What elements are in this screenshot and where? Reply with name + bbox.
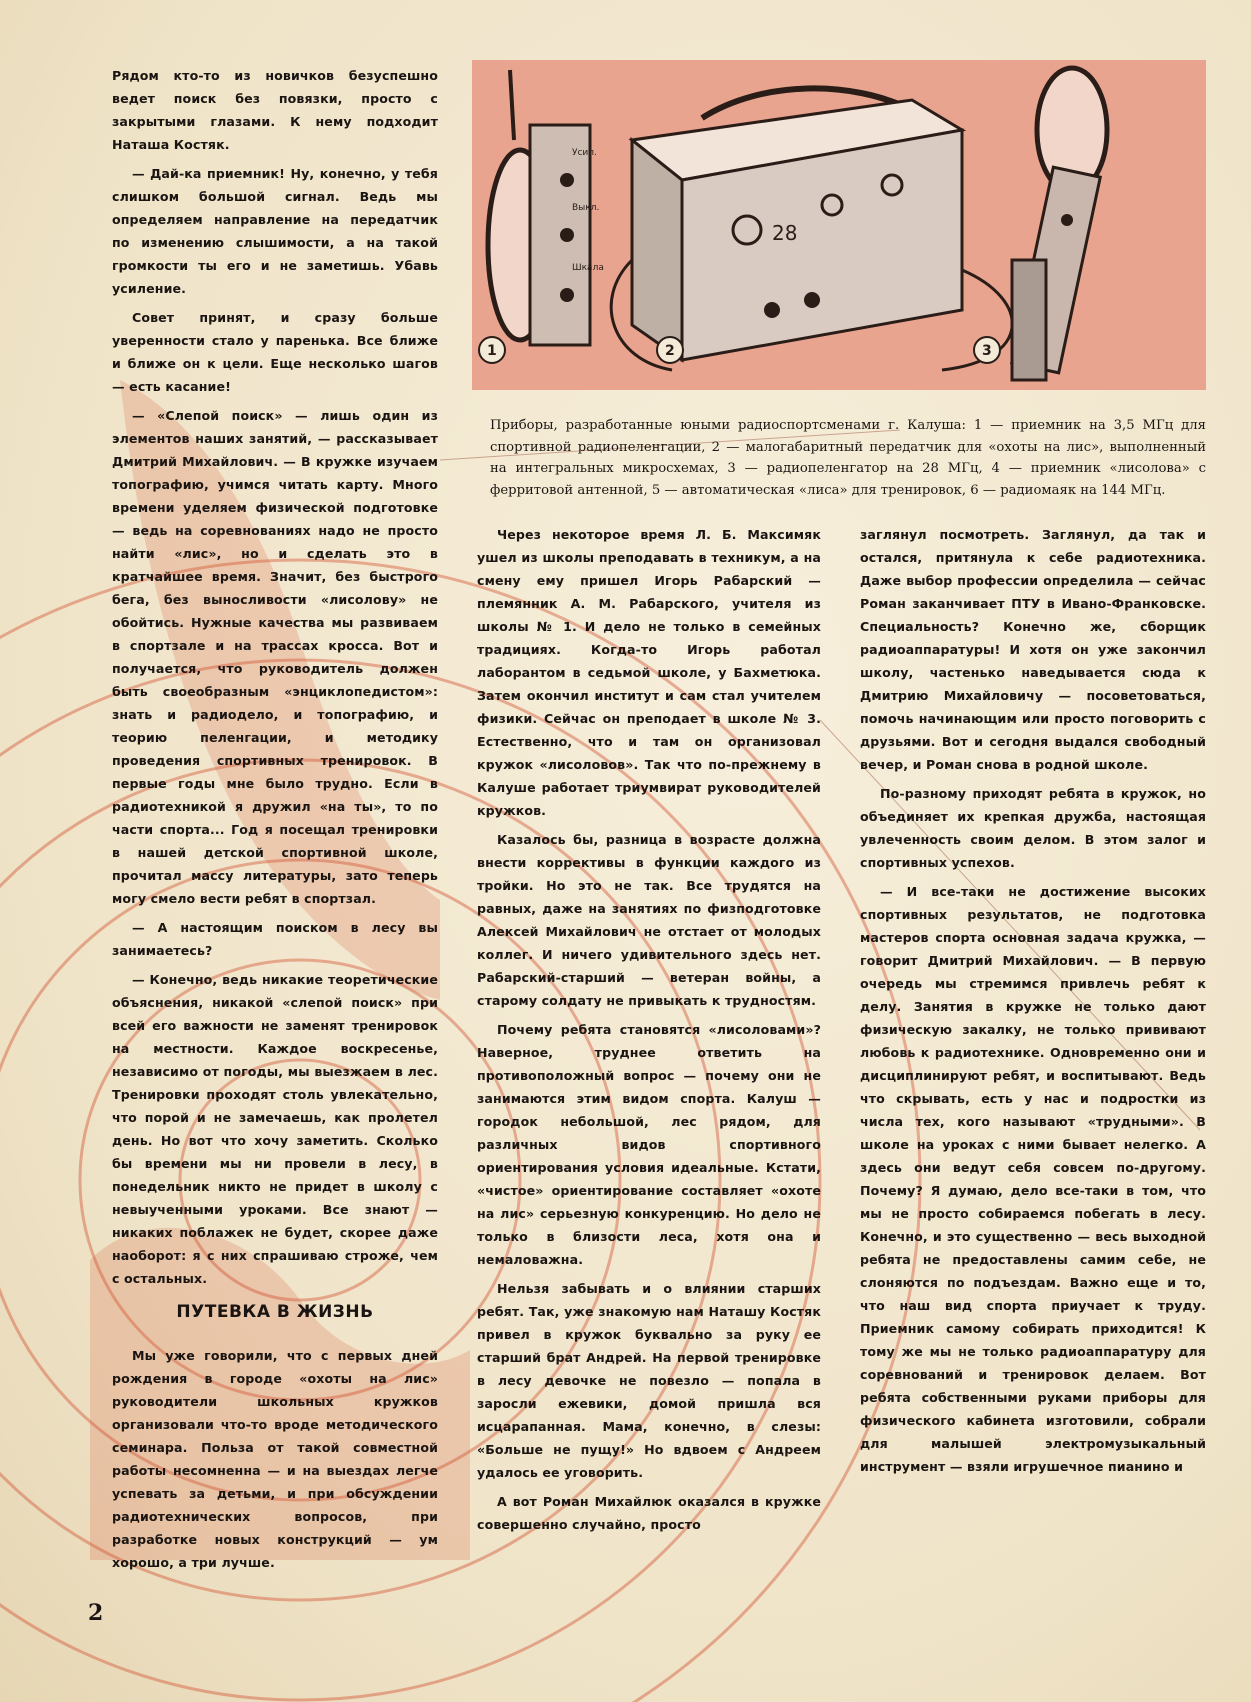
paragraph: — А настоящим поиском в лесу вы занимаетесь? bbox=[112, 920, 438, 958]
device1-label-2: Выкл. bbox=[572, 203, 600, 213]
paragraph: Мы уже говорили, что с первых дней рождения в городе «охоты на лис» руководители школьных кружков организовали что-то вроде методического семинара. Польза от такой совместной работы несомненна — и на выездах легче успевать за детьми, и при обсуждении радиотехнических вопросов, при разработке новых конструкций — ум хорошо, а три лучше. bbox=[112, 1348, 438, 1570]
paragraph: Через некоторое время Л. Б. Максимяк ушел из школы преподавать в техникум, а на смену ему пришел Игорь Рабарский — племянник А. М. Рабарского, учителя из школы № 1. И дело не только в семейных традициях. Когда-то Игорь работал лаборантом в седьмой школе, у Бахметюка. Затем окончил институт и сам стал учителем физики. Сейчас он преподает в школе № 3. Естественно, что и там он организовал кружок «лисоловов». Так что по-прежнему в Калуше работает триумвират руководителей кружков. bbox=[477, 527, 821, 818]
device1-label-3: Шкала bbox=[572, 263, 604, 273]
paragraph: заглянул посмотреть. Заглянул, да так и остался, притянула к себе радиотехника. Даже выбор профессии определила — сейчас Роман заканчивает ПТУ в Ивано-Франковске. Специальность? Конечно же, сборщик радиоаппаратуры! И хотя он уже закончил школу, частенько наведывается сюда к Дмитрию Михайловичу — посоветоваться, помочь начинающим или просто поговорить с друзьями. Вот и сегодня выдался свободный вечер, и Роман снова в родной школе. bbox=[860, 527, 1206, 772]
figure-label-3: 3 bbox=[982, 343, 992, 359]
right-column bbox=[860, 523, 1206, 1484]
figure-label-2: 2 bbox=[665, 343, 675, 359]
paragraph: — Конечно, ведь никакие теоретические объяснения, никакой «слепой поиск» при всей его важности не заменят тренировок на местности. Каждое воскресенье, независимо от погоды, мы выезжаем в лес. Тренировки проходят столь увлекательно, что порой и не замечаешь, как пролетел день. Но вот что хочу заметить. Сколько бы времени мы ни провели в лесу, в понедельник никто не придет в школу с невыученными уроками. Все знают — никаких поблажек не будет, скорее даже наоборот: я с них спрашиваю строже, чем с остальных. bbox=[112, 972, 438, 1286]
left-column bbox=[112, 64, 438, 1296]
paragraph: Нельзя забывать и о влиянии старших ребят. Так, уже знакомую нам Наташу Костяк привел в кружок буквально за руку ее старший брат Андрей. На первой тренировке в лесу девочке не повезло — попала в заросли ежевики, домой пришла вся исцарапанная. Мама, конечно, в слезы: «Больше не пущу!» Но вдвоем с Андреем удалось ее уговорить. bbox=[477, 1281, 821, 1480]
figure-label-1: 1 bbox=[487, 343, 497, 359]
paragraph: А вот Роман Михайлюк оказался в кружке совершенно случайно, просто bbox=[477, 1494, 821, 1532]
page-number: 2 bbox=[88, 1600, 104, 1626]
paragraph: По-разному приходят ребята в кружок, но объединяет их крепкая дружба, настоящая увлеченность своим делом. В этом залог и спортивных успехов. bbox=[860, 786, 1206, 870]
paragraph: — И все-таки не достижение высоких спортивных результатов, не подготовка мастеров спорта основная задача кружка, — говорит Дмитрий Михайлович. — В первую очередь мы стремимся привлечь ребят к делу. Занятия в кружке не только дают физическую закалку, не только прививают любовь к радиотехнике. Одновременно они и дисциплинируют ребят, и воспитывают. Ведь что скрывать, есть у нас и подростки из числа тех, кого называют «трудными». В школе на уроках с ними бывает нелегко. А здесь они ведут себя совсем по-другому. Почему? Я думаю, дело все-таки в том, что мы не просто собираемся побегать в лесу. Конечно, и это существенно — весь выходной ребята не предоставлены самим себе, не слоняются по подъездам. Важно еще и то, что наш вид спорта приучает к труду. Приемник самому собирать приходится! К тому же мы не только радиоаппаратуру для соревнований и тренировок делаем. Вот ребята собственными руками приборы для физического кабинета изготовили, собрали для малышей электромузыкальный инструмент — взяли игрушечное пианино и bbox=[860, 884, 1206, 1474]
devices-illustration bbox=[472, 60, 1206, 390]
paragraph: — «Слепой поиск» — лишь один из элементов наших занятий, — рассказывает Дмитрий Михайлович. — В кружке изучаем топографию, учимся читать карту. Много времени уделяем физической подготовке — ведь на соревнованиях надо не просто найти «лис», но и сделать это в кратчайшее время. Значит, без быстрого бега, без выносливости «лисолову» не обойтись. Нужные качества мы развиваем в спортзале и на трассах кросса. Вот и получается, что руководитель должен быть своеобразным «энциклопедистом»: знать и радиодело, и топографию, и теорию пеленгации, и методику проведения спортивных тренировок. В первые годы мне было трудно. Если в радиотехникой я дружил «на ты», то по части спорта... Год я посещал тренировки в нашей детской спортивной школе, прочитал массу литературы, зато теперь могу смело вести ребят в спортзал. bbox=[112, 408, 438, 906]
left-column-continued bbox=[112, 1344, 438, 1580]
device2-marking: 28 bbox=[772, 221, 798, 245]
device1-label-1: Усил. bbox=[572, 148, 597, 158]
paragraph: Почему ребята становятся «лисоловами»? Наверное, труднее ответить на противоположный вопрос — почему они не занимаются этим видом спорта. Калуш — городок небольшой, лес рядом, для различных видов спортивного ориентирования условия идеальные. Кстати, «чистое» ориентирование составляет «охоте на лис» серьезную конкуренцию. Но дело не только в близости леса, хотя она и немаловажна. bbox=[477, 1022, 821, 1267]
paragraph: Казалось бы, разница в возрасте должна внести коррективы в функции каждого из тройки. Но это не так. Все трудятся на равных, даже на занятиях по физподготовке Алексей Михайлович не отстает от молодых коллег. И ничего удивительного здесь нет. Рабарский-старший — ветеран войны, а старому солдату не привыкать к трудностям. bbox=[477, 832, 821, 1008]
paragraph: Совет принят, и сразу больше уверенности стало у паренька. Все ближе и ближе он к цели. Еще несколько шагов — есть касание! bbox=[112, 310, 438, 394]
paragraph: Рядом кто-то из новичков безуспешно ведет поиск без повязки, просто с закрытыми глазами. К нему подходит Наташа Костяк. bbox=[112, 68, 438, 152]
middle-column bbox=[477, 523, 821, 1542]
paragraph: — Дай-ка приемник! Ну, конечно, у тебя слишком большой сигнал. Ведь мы определяем направление на передатчик по изменению слышимости, а на такой громкости ты его и не заметишь. Убавь усиление. bbox=[112, 166, 438, 296]
illustration-caption: Приборы, разработанные юными радиоспортсменами г. Калуша: 1 — приемник на 3,5 МГц для спортивной радиопеленгации, 2 — малогабаритный передатчик для «охоты на лис», выполненный на интегральных микросхемах, 3 — радиопеленгатор на 28 МГц, 4 — приемник «лисолова» с ферритовой антенной, 5 — автоматическая «лиса» для тренировок, 6 — радиомаяк на 144 МГц. bbox=[490, 418, 1206, 498]
section-heading: ПУТЕВКА В ЖИЗНЬ bbox=[176, 1302, 374, 1322]
